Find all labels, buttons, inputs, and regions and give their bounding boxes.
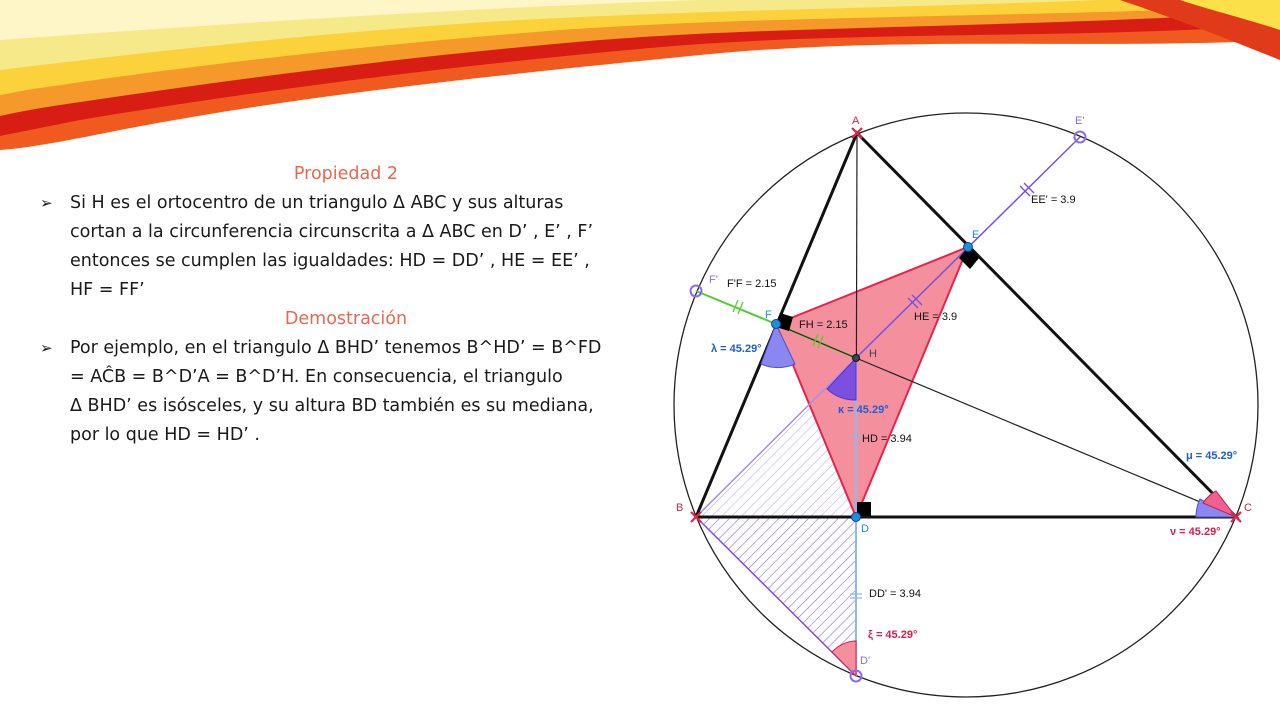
measure-dd-prime: DD' = 3.94 xyxy=(869,588,921,600)
label-c: C xyxy=(1244,502,1252,514)
proof-line: por lo que HD = HD’ . xyxy=(70,425,260,445)
angle-mu-label: μ = 45.29° xyxy=(1186,450,1238,462)
label-d-prime: D' xyxy=(860,655,871,667)
point-h xyxy=(853,355,860,362)
statement-bullet xyxy=(40,189,660,305)
proof-title: Demostración xyxy=(284,309,408,329)
angle-kappa-label: κ = 45.29° xyxy=(838,404,889,416)
point-e xyxy=(964,243,973,252)
point-d xyxy=(852,513,861,522)
measure-he: HE = 3.9 xyxy=(914,311,958,323)
geometry-figure xyxy=(660,100,1280,720)
slide-text xyxy=(40,160,660,450)
line-h-c xyxy=(856,358,1236,517)
measure-hd: HD = 3.94 xyxy=(862,433,912,445)
proof-line: Δ BHD’ es isósceles, y su altura BD también es su mediana, xyxy=(70,396,594,416)
angle-nu-label: ν = 45.29° xyxy=(1170,526,1221,538)
statement-line: entonces se cumplen las igualdades: HD = DD’ , HE = EE’ , xyxy=(70,251,590,271)
label-e-prime: E' xyxy=(1075,115,1085,127)
circumcircle xyxy=(674,113,1258,697)
label-f-prime: F' xyxy=(709,274,718,286)
segment-f-prime-f xyxy=(696,291,776,324)
label-b: B xyxy=(676,502,684,514)
property-title: Propiedad 2 xyxy=(293,164,399,184)
label-d: D xyxy=(861,523,869,535)
label-h: H xyxy=(869,348,877,360)
measure-ee-prime: EE' = 3.9 xyxy=(1031,194,1076,206)
label-e: E xyxy=(972,229,980,241)
arrow-bullet-icon: ➢ xyxy=(40,339,53,357)
label-a: A xyxy=(852,115,860,127)
statement-line: cortan a la circunferencia circunscrita a Δ ABC en D’ , E’ , F’ xyxy=(70,222,594,242)
angle-lambda-label: λ = 45.29° xyxy=(711,343,762,355)
label-f: F xyxy=(765,309,772,321)
proof-line: Por ejemplo, en el triangulo Δ BHD’ tenemos B^HD’ = B^FD xyxy=(70,338,602,358)
proof-line: = AĈB = B^D’A = B^D’H. En consecuencia, el triangulo xyxy=(70,367,563,387)
angle-xi-label: ξ = 45.29° xyxy=(868,629,918,641)
measure-f-prime-f: F'F = 2.15 xyxy=(727,278,777,290)
point-f xyxy=(772,320,781,329)
statement-line: Si H es el ortocentro de un triangulo Δ ABC y sus alturas xyxy=(70,193,564,213)
proof-bullet xyxy=(40,334,660,450)
arrow-bullet-icon: ➢ xyxy=(40,194,53,212)
statement-line: HF = FF’ xyxy=(70,280,145,300)
measure-fh: FH = 2.15 xyxy=(799,319,848,331)
